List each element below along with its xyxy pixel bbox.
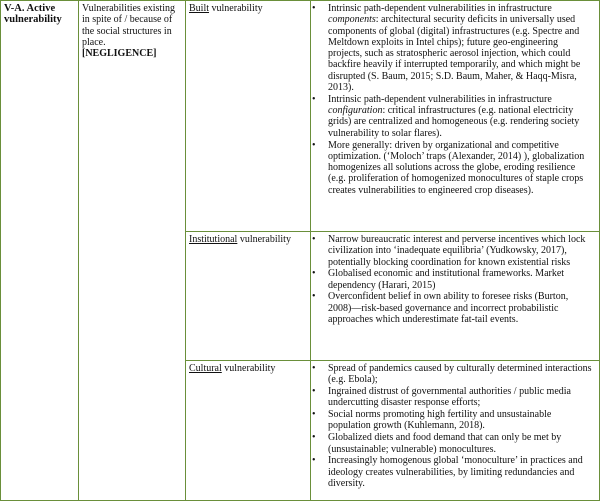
row-description bbox=[82, 3, 180, 59]
description-text: Vulnerabilities existing in spite of / because of the social structures in place. bbox=[82, 3, 175, 48]
category-built bbox=[189, 3, 309, 14]
description-tag: [NEGLIGENCE] bbox=[82, 48, 157, 60]
bullet-item: • Spread of pandemics caused by culturally determined interactions (e.g. Ebola); bbox=[312, 363, 594, 386]
bullets-cultural bbox=[312, 363, 594, 490]
bullets-built bbox=[312, 3, 594, 197]
row-label: V-A. Active vulnerability bbox=[4, 3, 62, 26]
category-name: Cultural bbox=[189, 363, 222, 374]
bullet-item: • Ingrained distrust of governmental authorities / public media undercutting disaster response efforts; bbox=[312, 386, 594, 409]
bullet-item: • Narrow bureaucratic interest and perverse incentives which lock civilization into ‘inadequate equilibria’ (Yudkowsky, 2017), potentially blocking coordination for known existential risks bbox=[312, 234, 594, 268]
bullet-item: • Increasingly homogenous global ‘monoculture’ in practices and ideology creates vulnerabilities, by limiting redundancies and diversity. bbox=[312, 455, 594, 489]
bullet-item: • More generally: driven by organizational and competitive optimization. (‘Moloch’ traps (Alexander, 2014) ), globalization homogenizes all solutions across the globe, eroding resilience (e.g. proliferation of homogenized monocultures of staple crops creates vulnerabilities to engineered crop diseases). bbox=[312, 140, 594, 196]
bullets-institutional bbox=[312, 234, 594, 326]
category-suffix: vulnerability bbox=[237, 234, 291, 245]
category-suffix: vulnerability bbox=[209, 3, 263, 14]
category-name: Institutional bbox=[189, 234, 238, 245]
column-divider bbox=[185, 0, 186, 501]
category-cultural bbox=[189, 363, 309, 374]
row-divider bbox=[185, 360, 599, 361]
bullet-item: • Globalized diets and food demand that can only be met by (unsustainable; vulnerable) monocultures. bbox=[312, 432, 594, 455]
bullet-item: • Intrinsic path-dependent vulnerabilities in infrastructure components: architectural security deficits in universally used components of global (digital) infrastructures (e.g. Spectre and Meltdown exploits in Intel chips); future geo-engineering projects, such as stratospheric aerosol injection, which could backfire heavily if interrupted temporarily, and which might be disrupted (S. Baum, 2015; S.D. Baum, Maher, & Haqq-Misra, 2013). bbox=[312, 3, 594, 93]
column-divider bbox=[78, 0, 79, 501]
bullet-item: • Globalised economic and institutional frameworks. Market dependency (Harari, 2015) bbox=[312, 268, 594, 291]
bullet-item: • Overconfident belief in own ability to foresee risks (Burton, 2008)—risk-based governance and incorrect probabilistic approaches which underestimate fat-tail events. bbox=[312, 291, 594, 325]
row-divider bbox=[185, 231, 599, 232]
bullet-item: • Social norms promoting high fertility and unsustainable population growth (Kuhlemann, 2018). bbox=[312, 409, 594, 432]
category-suffix: vulnerability bbox=[221, 363, 276, 374]
category-institutional bbox=[189, 234, 309, 245]
bullet-item: • Intrinsic path-dependent vulnerabilities in infrastructure configuration: critical infrastructures (e.g. national electricity grids) are centralized and homogeneous (e.g. rendering society vulnerability to solar flares). bbox=[312, 94, 594, 139]
category-name: Built bbox=[189, 3, 210, 14]
column-divider bbox=[310, 0, 311, 501]
